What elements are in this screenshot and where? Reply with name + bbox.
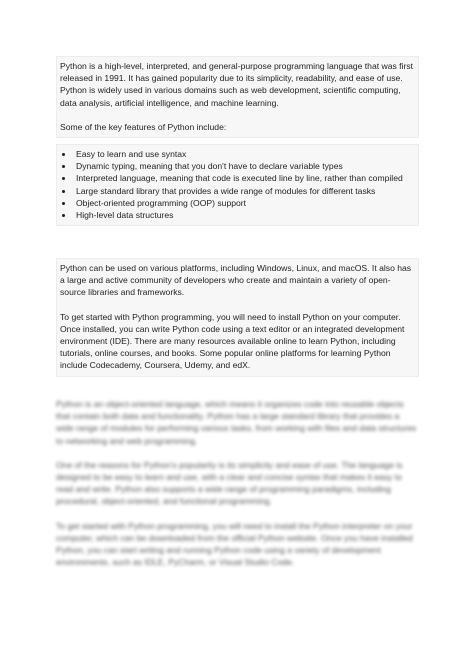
platforms-block [56, 258, 419, 377]
list-item: • Large standard library that provides a wide range of modules for different tasks [74, 185, 415, 197]
list-item: • Dynamic typing, meaning that you don't have to declare variable types [74, 160, 415, 172]
getting-started-paragraph: To get started with Python programming, you will need to install Python on your computer. Once installed, you can write Python code using a text editor or an integrated development environment (IDE). There are many resources available online to learn Python, including tutorials, online courses, and books. Some popular online platforms for learning Python include Codecademy, Coursera, Udemy, and edX. [60, 311, 405, 371]
platforms-paragraph: Python can be used on various platforms, including Windows, Linux, and macOS. It also has a large and active community of developers who create and maintain a variety of open-source libraries and frameworks. [60, 263, 412, 298]
list-item: • Easy to learn and use syntax [74, 148, 415, 160]
blurred-paragraph: Python is an object-oriented language, which means it organizes code into reusable objects that contain both data and functionality. Python has a large standard library that provides a wide range of modules for performing various tasks, from working with files and data structures to networking and web programming. [56, 399, 417, 446]
features-lead-in: Some of the key features of Python include: [60, 121, 227, 132]
blurred-paragraph: One of the reasons for Python's popularity is its simplicity and ease of use. The language is designed to be easy to learn and use, with a clear and concise syntax that makes it easy to read and write. Python also supports a wide range of programming paradigms, including procedural, object-oriented, and functional programming. [56, 459, 403, 507]
list-item: • Object-oriented programming (OOP) support [74, 197, 415, 209]
list-item: • High-level data structures [74, 209, 415, 221]
features-block [56, 144, 419, 226]
intro-block [56, 56, 419, 138]
blurred-preview-section [56, 398, 419, 568]
features-list [60, 148, 415, 221]
blurred-paragraph: To get started with Python programming, you will need to install the Python interpreter on your computer, which can be downloaded from the official Python website. Once you have installed Python, you can start writing and running Python code using a variety of development environments, such as IDLE, PyCharm, or Visual Studio Code. [56, 520, 413, 568]
intro-paragraph: Python is a high-level, interpreted, and general-purpose programming language that was first released in 1991. It has gained popularity due to its simplicity, readability, and ease of use. Python is widely used in various domains such as web development, scientific computing, data analysis, artificial intelligence, and machine learning. [60, 61, 414, 108]
list-item: • Interpreted language, meaning that code is executed line by line, rather than compiled [74, 172, 415, 184]
